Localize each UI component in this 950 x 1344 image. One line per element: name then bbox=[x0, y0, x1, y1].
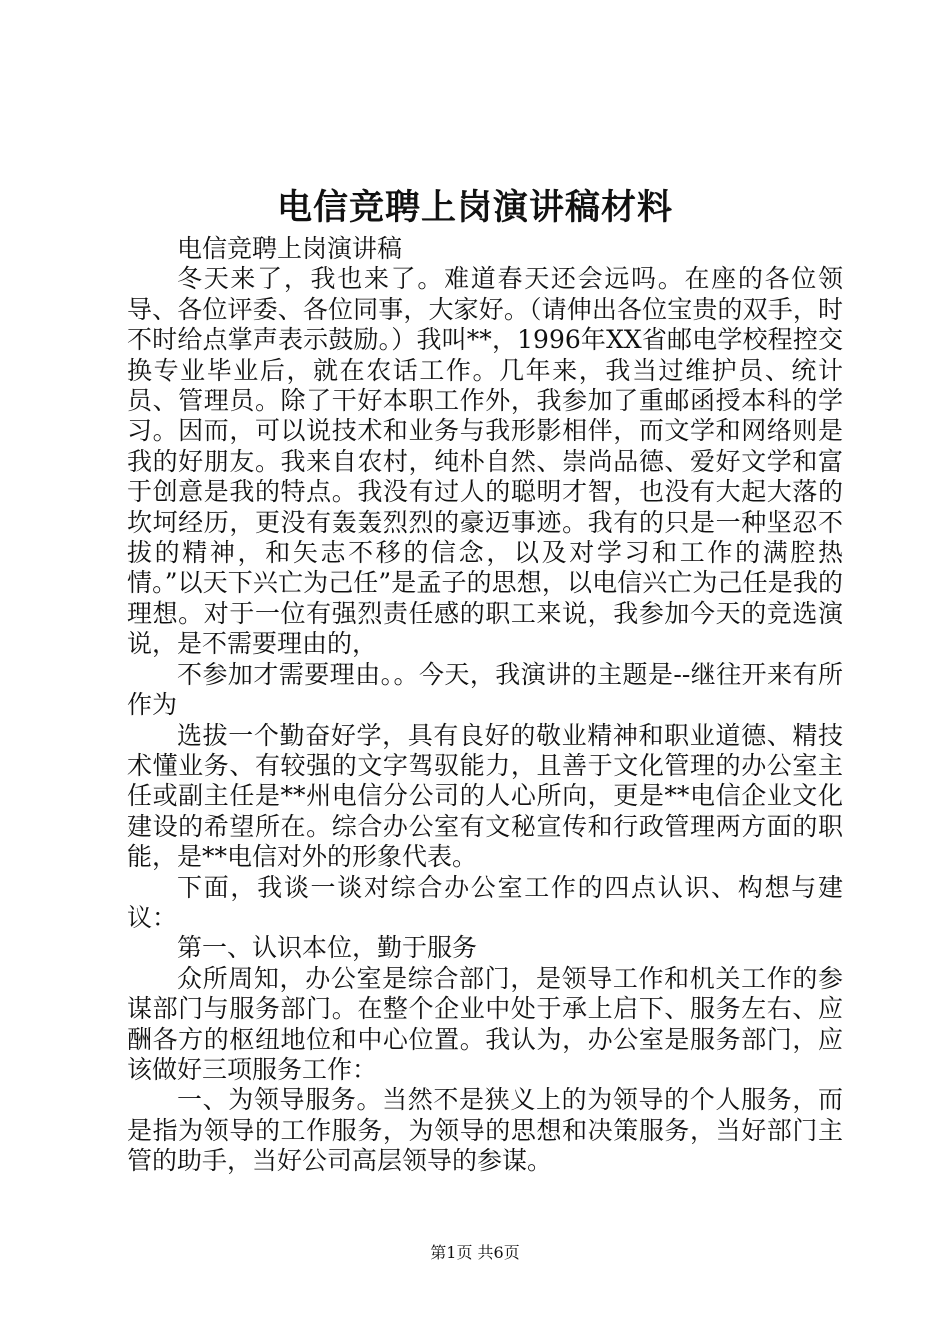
paragraph-theme: 不参加才需要理由。。今天，我演讲的主题是--继往开来有所作为 bbox=[127, 659, 843, 720]
paragraph-four-points: 下面，我谈一谈对综合办公室工作的四点认识、构想与建议： bbox=[127, 872, 843, 932]
document-title: 电信竞聘上岗演讲稿材料 bbox=[276, 187, 673, 228]
paragraph-serve-leaders: 一、为领导服务。当然不是狭义上的为领导的个人服务，而是指为领导的工作服务，为领导的思想和决策服务，当好部门主管的助手，当好公司高层领导的参谋。 bbox=[127, 1085, 843, 1176]
page-number-footer: 第1页 共6页 bbox=[430, 1243, 520, 1262]
paragraph-introduction: 冬天来了，我也来了。难道春天还会远吗。在座的各位领导、各位评委、各位同事，大家好。（请伸出各位宝贵的双手，时不时给点掌声表示鼓励。）我叫**，1996年XX省邮电学校程控交换专业毕业后，就在农话工作。几年来，我当过维护员、统计员、管理员。除了干好本职工作外，我参加了重邮函授本科的学习。因而，可以说技术和业务与我形影相伴，而文学和网络则是我的好朋友。我来自农村，纯朴自然、崇尚品德、爱好文学和富于创意是我的特点。我没有过人的聪明才智，也没有大起大落的坎坷经历，更没有轰轰烈烈的豪迈事迹。我有的只是一种坚忍不拔的精神，和矢志不移的信念，以及对学习和工作的满腔热情。”以天下兴亡为己任”是孟子的思想，以电信兴亡为己任是我的理想。对于一位有强烈责任感的职工来说，我参加今天的竞选演说，是不需要理由的， bbox=[127, 264, 843, 659]
paragraph-selection: 选拔一个勤奋好学，具有良好的敬业精神和职业道德、精技术懂业务、有较强的文字驾驭能力，且善于文化管理的办公室主任或副主任是**州电信分公司的人心所向，更是**电信企业文化建设的希望所在。综合办公室有文秘宣传和行政管理两方面的职能，是**电信对外的形象代表。 bbox=[127, 720, 843, 872]
document-body bbox=[127, 234, 843, 1177]
paragraph-office-role: 众所周知，办公室是综合部门，是领导工作和机关工作的参谋部门与服务部门。在整个企业中处于承上启下、服务左右、应酬各方的枢纽地位和中心位置。我认为，办公室是服务部门，应该做好三项服务工作： bbox=[127, 963, 843, 1084]
paragraph-subtitle: 电信竞聘上岗演讲稿 bbox=[177, 234, 403, 263]
section-heading-one: 第一、认识本位，勤于服务 bbox=[177, 933, 478, 963]
